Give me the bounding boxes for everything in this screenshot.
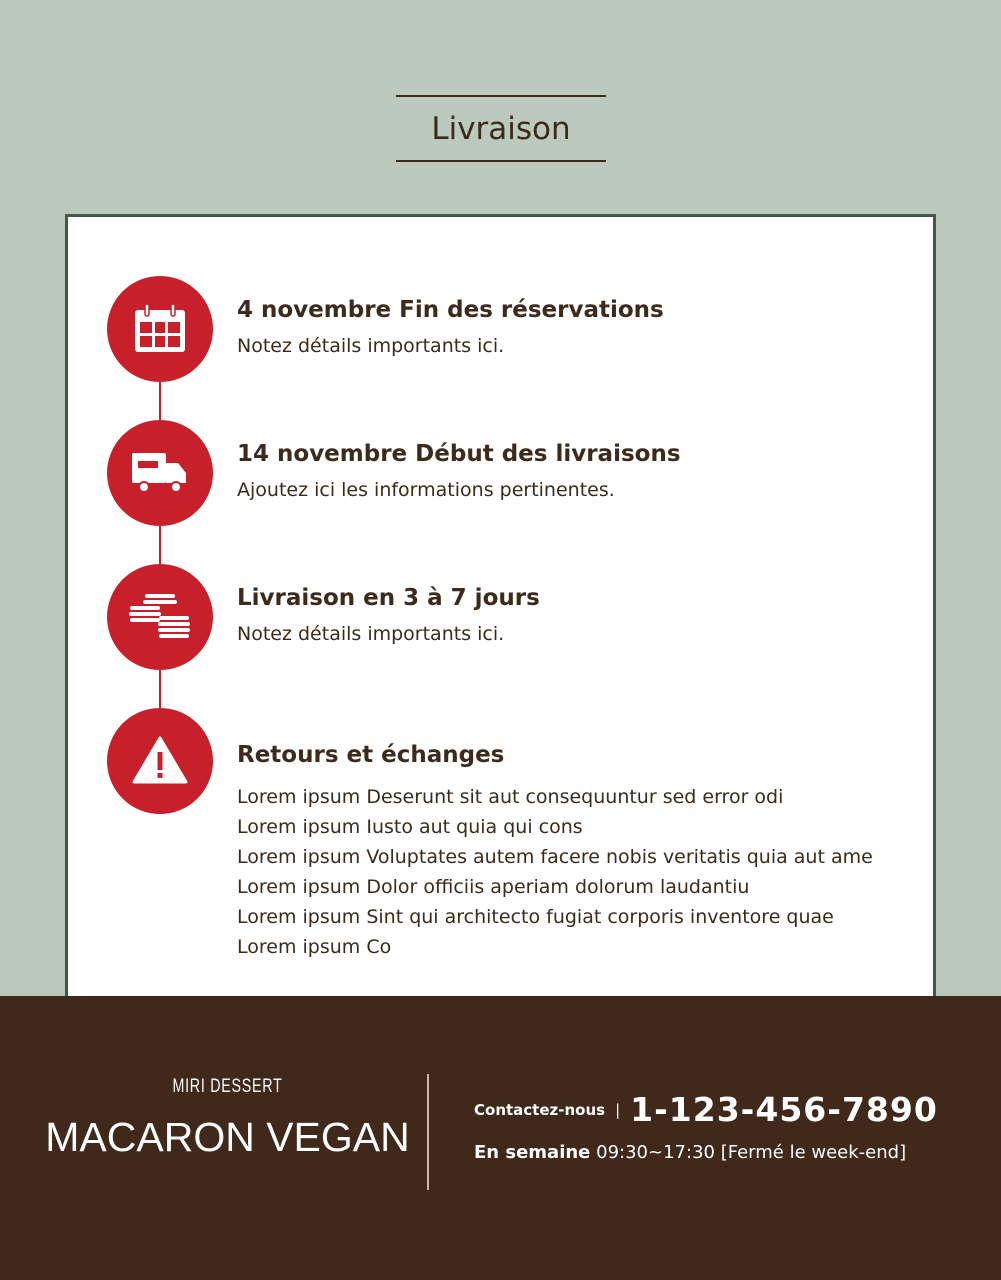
item-text: Lorem ipsum Co bbox=[237, 936, 392, 958]
item-text: Lorem ipsum Deserunt sit aut consequuntur sed error odi bbox=[237, 786, 784, 808]
item-text: Ajoutez ici les informations pertinentes. bbox=[237, 479, 615, 501]
timeline-item bbox=[237, 297, 664, 361]
brand-name: MACARON VEGAN bbox=[45, 1114, 410, 1160]
hours-value: 09:30~17:30 [Fermé le week-end] bbox=[596, 1142, 907, 1163]
timeline-item bbox=[237, 441, 681, 505]
item-title: Livraison en 3 à 7 jours bbox=[237, 585, 540, 611]
phone-number[interactable]: 1-123-456-7890 bbox=[630, 1090, 938, 1129]
brand-subtitle: MIRI DESSERT bbox=[172, 1076, 283, 1097]
footer-divider bbox=[427, 1074, 429, 1190]
warning-icon bbox=[107, 708, 213, 814]
item-text: Lorem ipsum Sint qui architecto fugiat corporis inventore quae bbox=[237, 906, 834, 928]
item-text: Lorem ipsum Iusto aut quia qui cons bbox=[237, 816, 583, 838]
footer bbox=[0, 996, 1001, 1280]
item-title: 14 novembre Début des livraisons bbox=[237, 441, 681, 467]
timeline-item bbox=[237, 585, 540, 649]
contact bbox=[474, 1090, 938, 1129]
contact-label: Contactez-nous bbox=[474, 1100, 606, 1119]
opening-hours bbox=[474, 1142, 906, 1163]
item-title: Retours et échanges bbox=[237, 742, 505, 768]
item-text: Lorem ipsum Dolor officiis aperiam dolorum laudantiu bbox=[237, 876, 750, 898]
page-title: Livraison bbox=[396, 95, 606, 162]
hours-label: En semaine bbox=[474, 1142, 591, 1163]
contact-separator: | bbox=[615, 1100, 621, 1119]
item-text: Notez détails importants ici. bbox=[237, 623, 505, 645]
item-text: Notez détails importants ici. bbox=[237, 335, 505, 357]
item-title: 4 novembre Fin des réservations bbox=[237, 297, 664, 323]
truck-icon bbox=[107, 420, 213, 526]
calendar-icon bbox=[107, 276, 213, 382]
macarons-icon bbox=[107, 564, 213, 670]
item-text: Lorem ipsum Voluptates autem facere nobis veritatis quia aut ame bbox=[237, 846, 873, 868]
timeline-item bbox=[237, 742, 873, 962]
